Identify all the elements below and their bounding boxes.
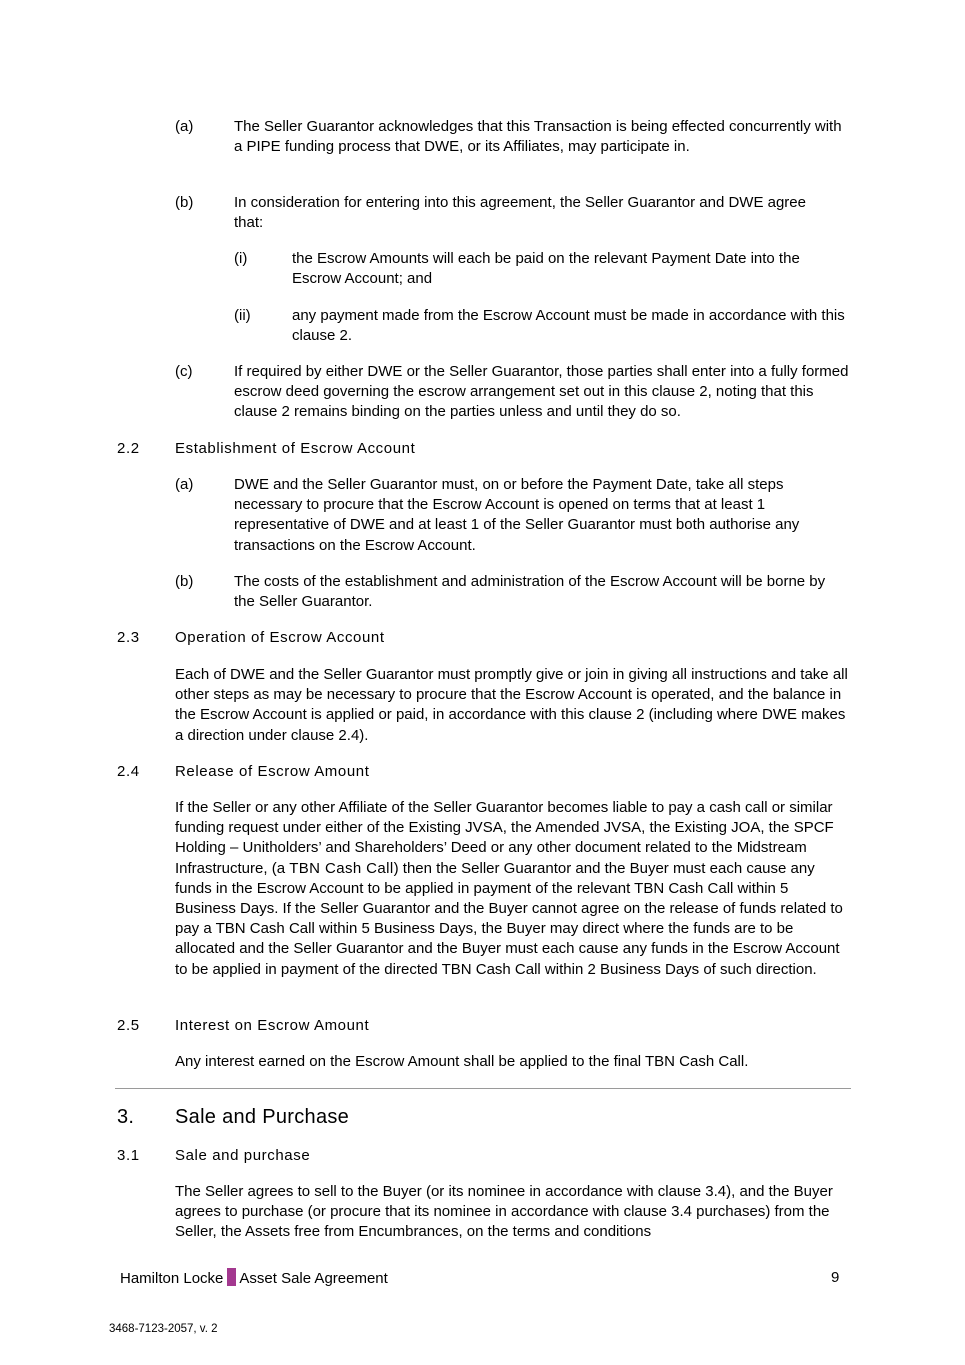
clause-body-text: ) then the Seller Guarantor and the Buyer must each cause any funds in the Escrow Account to be applied in payment of the relevant TBN Cash Call within 5 Business Days. If the Seller Guarantor and the Buyer cannot agree on the release of funds related to pay a TBN Cash Call within 5 Business Days, the Buyer may direct where the funds are to be allocated and the Seller Guarantor and the Buyer must each cause any funds in the Escrow Account to be applied in payment of the directed TBN Cash Call within 2 Business Days of such direction. <box>175 859 843 978</box>
subitem-label: (i) <box>234 250 248 267</box>
defined-term: TBN Cash Call <box>289 859 394 877</box>
document-id: 3468-7123-2057, v. 2 <box>109 1323 218 1335</box>
clause-body: Any interest earned on the Escrow Amount shall be applied to the final TBN Cash Call. <box>175 1053 749 1070</box>
item-label: (c) <box>175 363 193 380</box>
clause-body-text: If the Seller or any other Affiliate of the Seller Guarantor becomes liable to pay a cash call or similar funding request under either of the Existing JVSA, the Amended JVSA, the Existing JOA, the SPCF Holding – Unitholders’ and Shareholders’ Deed or any other document related to the Midstream Infrastructure, (a <box>175 799 834 877</box>
clause-heading: Sale and purchase <box>175 1147 311 1164</box>
footer-document: Asset Sale Agreement <box>239 1270 388 1287</box>
clause-number: 2.4 <box>117 763 140 780</box>
item-text: In consideration for entering into this agreement, the Seller Guarantor and DWE agree that: <box>234 194 806 232</box>
item-text: DWE and the Seller Guarantor must, on or before the Payment Date, take all steps necessary to procure that the Escrow Account is opened on terms that at least 1 representative of DWE and at least 1 of the Seller Guarantor must both authorise any transactions on the Escrow Account. <box>234 476 800 554</box>
item-label: (a) <box>175 476 194 493</box>
subitem-text: any payment made from the Escrow Account must be made in accordance with this clause 2. <box>292 307 845 345</box>
item-label: (a) <box>175 118 194 135</box>
footer-firm: Hamilton Locke <box>120 1270 224 1287</box>
clause-number: 2.5 <box>117 1017 140 1034</box>
section-heading: Sale and Purchase <box>175 1106 350 1128</box>
item-text: If required by either DWE or the Seller Guarantor, those parties shall enter into a fully formed escrow deed governing the escrow arrangement set out in this clause 2, noting that this clause 2 remains binding on the parties unless and until they do so. <box>234 363 849 421</box>
clause-heading: Release of Escrow Amount <box>175 763 370 780</box>
page-number: 9 <box>831 1269 840 1286</box>
footer-title <box>120 1268 388 1289</box>
clause-number: 3.1 <box>117 1147 140 1164</box>
section-number: 3. <box>117 1106 135 1128</box>
item-label: (b) <box>175 194 194 211</box>
clause-number: 2.2 <box>117 440 140 457</box>
brand-bar-icon <box>227 1268 236 1286</box>
subitem-text: the Escrow Amounts will each be paid on the relevant Payment Date into the Escrow Account; and <box>292 250 800 288</box>
clause-number: 2.3 <box>117 629 140 646</box>
clause-heading: Interest on Escrow Amount <box>175 1017 370 1034</box>
clause-body: The Seller agrees to sell to the Buyer (or its nominee in accordance with clause 3.4), and the Buyer agrees to purchase (or procure that its nominee in accordance with clause 3.4 purchases) from the Seller, the Assets free from Encumbrances, on the terms and conditions <box>175 1183 833 1241</box>
clause-body <box>175 798 851 980</box>
clause-body: Each of DWE and the Seller Guarantor must promptly give or join in giving all instructions and take all other steps as may be necessary to procure that the Escrow Account is operated, and the balance in the Escrow Account is applied or paid, in accordance with this clause 2 (including where DWE makes a direction under clause 2.4). <box>175 666 848 744</box>
item-text: The costs of the establishment and administration of the Escrow Account will be borne by the Seller Guarantor. <box>234 573 826 611</box>
item-text: The Seller Guarantor acknowledges that this Transaction is being effected concurrently with a PIPE funding process that DWE, or its Affiliates, may participate in. <box>234 118 842 156</box>
item-label: (b) <box>175 573 194 590</box>
subitem-label: (ii) <box>234 307 251 324</box>
clause-heading: Establishment of Escrow Account <box>175 440 416 457</box>
section-divider <box>115 1088 851 1089</box>
clause-heading: Operation of Escrow Account <box>175 629 385 646</box>
